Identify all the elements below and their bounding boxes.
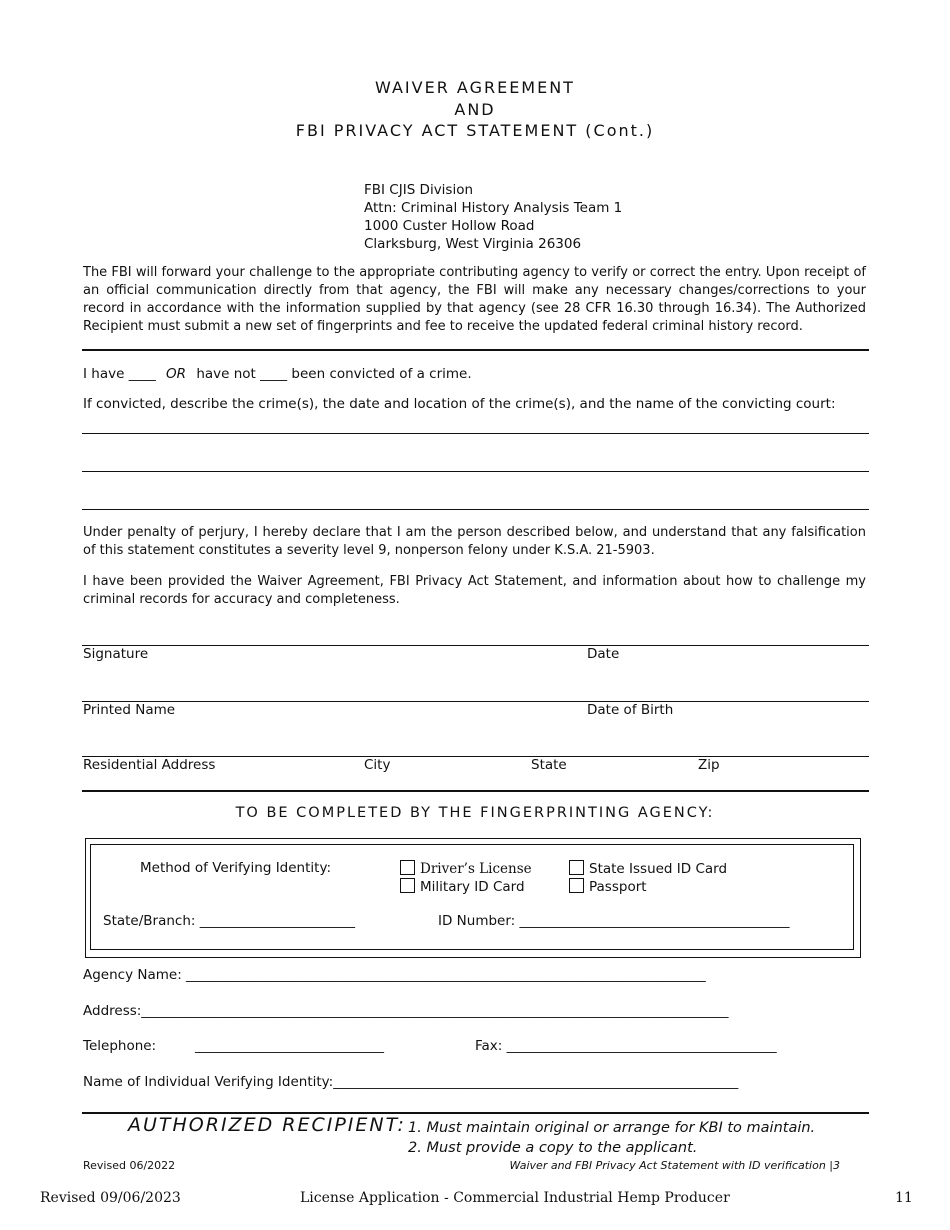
- date-of-birth-label: Date of Birth: [587, 702, 674, 718]
- conviction-line-2[interactable]: [82, 471, 869, 472]
- address-line-4: Clarksburg, West Virginia 26306: [364, 236, 582, 252]
- agency-name-field[interactable]: Agency Name: _____________________________________________________________________________: [83, 967, 706, 983]
- address-line-1: FBI CJIS Division: [364, 182, 474, 198]
- page-title-line-1: WAIVER AGREEMENT: [375, 78, 575, 97]
- telephone-label: Telephone:: [83, 1038, 157, 1054]
- printed-name-line[interactable]: [82, 701, 869, 702]
- fax-field[interactable]: Fax: ________________________________________: [475, 1038, 777, 1054]
- signature-label: Signature: [83, 646, 149, 662]
- passport-option[interactable]: [569, 878, 647, 895]
- date-label: Date: [587, 646, 620, 662]
- provided-paragraph: I have been provided the Waiver Agreement, FBI Privacy Act Statement, and information about how to challenge my criminal records for accuracy and completeness.: [83, 574, 866, 607]
- agency-divider: [82, 790, 869, 792]
- authorized-recipient-heading: AUTHORIZED RECIPIENT:: [128, 1114, 406, 1136]
- passport-checkbox[interactable]: [569, 878, 584, 893]
- passport-label: Passport: [589, 879, 647, 895]
- id-number-field[interactable]: ID Number: ________________________________________: [438, 913, 790, 929]
- address-line-3: 1000 Custer Hollow Road: [364, 218, 535, 234]
- printed-name-label: Printed Name: [83, 702, 176, 718]
- intro-paragraph: The FBI will forward your challenge to the appropriate contributing agency to verify or correct the entry. Upon receipt of an official communication directly from that agency, the FBI will make any necessary changes/corrections to your record in accordance with the information supplied by that agency (see 28 CFR 16.30 through 16.34). The Authorized Recipient must submit a new set of fingerprints and fee to receive the updated federal criminal history record.: [83, 265, 866, 334]
- military-id-checkbox[interactable]: [400, 878, 415, 893]
- conviction-statement: [83, 366, 472, 382]
- drivers-license-label: Driver’s License: [420, 861, 532, 877]
- form-revised-date: Revised 06/2022: [83, 1159, 176, 1172]
- page-revised-date: Revised 09/06/2023: [40, 1190, 181, 1206]
- form-caption: Waiver and FBI Privacy Act Statement with ID verification |3: [509, 1159, 840, 1172]
- page-number: 11: [895, 1190, 913, 1206]
- state-id-option[interactable]: [569, 860, 727, 877]
- conviction-describe-label: If convicted, describe the crime(s), the date and location of the crime(s), and the name of the convicting court:: [83, 396, 836, 412]
- perjury-paragraph: Under penalty of perjury, I hereby declare that I am the person described below, and understand that any falsification of this statement constitutes a severity level 9, nonperson felony under K.S.A. 21-5903.: [83, 525, 866, 558]
- conviction-line-1[interactable]: [82, 433, 869, 434]
- military-id-option[interactable]: [400, 878, 525, 895]
- telephone-field[interactable]: ____________________________: [195, 1038, 384, 1054]
- conviction-line-3[interactable]: [82, 509, 869, 510]
- section-divider: [82, 349, 869, 351]
- military-id-label: Military ID Card: [420, 879, 525, 895]
- state-id-checkbox[interactable]: [569, 860, 584, 875]
- have-not-option[interactable]: have not ____ been convicted of a crime.: [196, 366, 472, 382]
- agency-address-field[interactable]: Address:_______________________________________________________________________________________: [83, 1003, 729, 1019]
- method-label: Method of Verifying Identity:: [140, 860, 331, 876]
- have-option[interactable]: I have ____: [83, 366, 156, 382]
- zip-label: Zip: [698, 757, 720, 773]
- authorized-item-1: 1. Must maintain original or arrange for KBI to maintain.: [408, 1120, 816, 1136]
- verifier-name-field[interactable]: Name of Individual Verifying Identity:____________________________________________________________: [83, 1074, 739, 1090]
- drivers-license-checkbox[interactable]: [400, 860, 415, 875]
- or-text: OR: [166, 366, 187, 382]
- page-title-line-3: FBI PRIVACY ACT STATEMENT (Cont.): [295, 121, 655, 140]
- state-branch-field[interactable]: State/Branch: _______________________: [103, 913, 355, 929]
- page-footer-title: License Application - Commercial Industrial Hemp Producer: [300, 1190, 730, 1206]
- authorized-item-2: 2. Must provide a copy to the applicant.: [408, 1140, 698, 1156]
- page-title-line-2: AND: [454, 100, 496, 119]
- agency-heading: TO BE COMPLETED BY THE FINGERPRINTING AGENCY:: [235, 805, 715, 821]
- state-id-label: State Issued ID Card: [589, 861, 728, 877]
- drivers-license-option[interactable]: [400, 860, 532, 877]
- state-label: State: [531, 757, 567, 773]
- city-label: City: [364, 757, 391, 773]
- signature-line[interactable]: [82, 645, 869, 646]
- address-line-2: Attn: Criminal History Analysis Team 1: [364, 200, 623, 216]
- residential-address-label: Residential Address: [83, 757, 216, 773]
